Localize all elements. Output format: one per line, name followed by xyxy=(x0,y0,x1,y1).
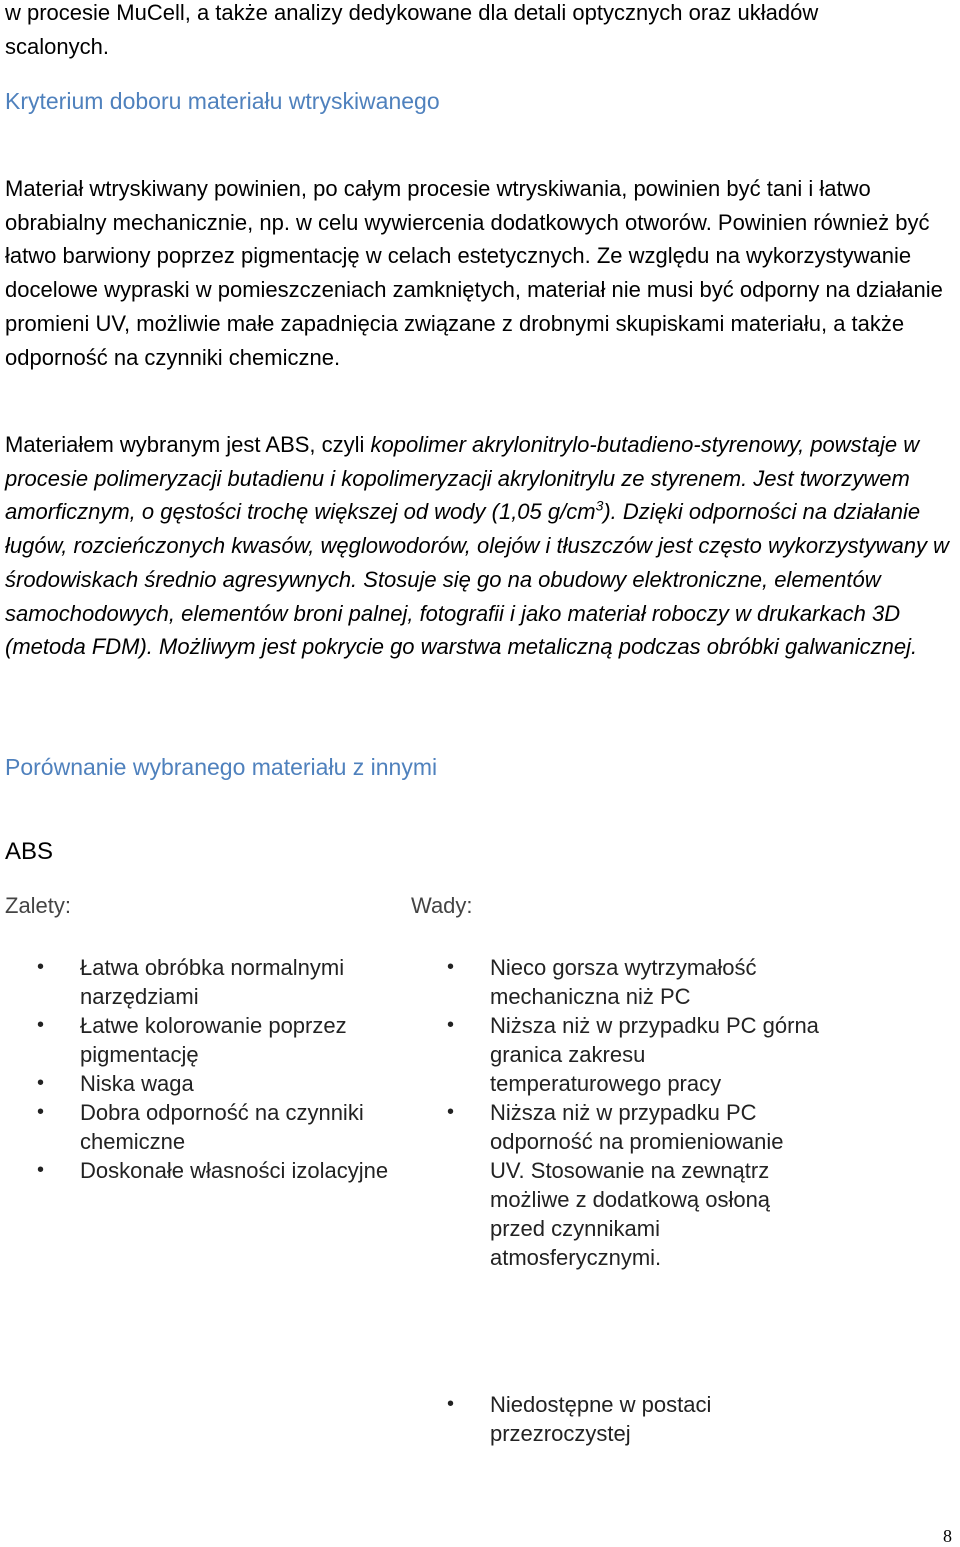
cons-label: Wady: xyxy=(411,893,473,918)
list-item: • Niższa niż w przypadku PC odporność na promieniowanie UV. Stosowanie na zewnątrz możliwe z dodatkową osłoną przed czynnikami atmosferycznymi. xyxy=(410,1098,820,1272)
cons-list-continued xyxy=(410,1390,820,1448)
pros-label: Zalety: xyxy=(5,893,72,918)
list-item: • Łatwe kolorowanie poprzez pigmentację xyxy=(0,1011,410,1069)
list-item: • Niska waga xyxy=(0,1069,410,1098)
material-description: kopolimer akrylonitrylo-butadieno-styrenowy, powstaje w procesie polimeryzacji butadienu i kopolimeryzacji akrylonitrylu ze styrenem. Jest tworzywem amorficznym, o gęstości trochę większej od wody (1,05 g/cm xyxy=(5,432,920,525)
intro-line-2: scalonych. xyxy=(5,33,109,59)
list-item: • Niedostępne w postaci przezroczystej xyxy=(410,1390,820,1448)
material-name: ABS xyxy=(5,838,54,865)
material-lead: Materiałem wybranym jest ABS, czyli xyxy=(5,432,371,457)
section-heading-comparison: Porównanie wybranego materiału z innymi xyxy=(5,754,438,780)
criteria-paragraph: Materiał wtryskiwany powinien, po całym procesie wtryskiwania, powinien być tani i łatwo obrabialny mechanicznie, np. w celu wywiercenia dodatkowych otworów. Powinien również być łatwo barwiony poprzez pigmentację w celach estetycznych. Ze względu na wykorzystywanie docelowe wypraski w pomieszczeniach zamkniętych, materiał nie musi być odporny na działanie promieni UV, możliwie małe zapadnięcia związane z drobnymi skupiskami materiału, a także odporność na czynniki chemiczne. xyxy=(5,176,943,370)
section-heading-criteria: Kryterium doboru materiału wtryskiwanego xyxy=(5,88,440,114)
list-item: • Łatwa obróbka normalnymi narzędziami xyxy=(0,953,410,1011)
list-item: • Dobra odporność na czynniki chemiczne xyxy=(0,1098,410,1156)
pros-list xyxy=(0,953,410,1185)
density-exponent: 3 xyxy=(595,498,604,515)
page-number: 8 xyxy=(943,1526,952,1546)
cons-list xyxy=(410,953,820,1272)
material-paragraph xyxy=(5,428,955,664)
list-item: • Doskonałe własności izolacyjne xyxy=(0,1156,410,1185)
intro-line-1: w procesie MuCell, a także analizy dedykowane dla detali optycznych oraz układów xyxy=(5,0,819,25)
list-item: • Niższa niż w przypadku PC górna granica zakresu temperaturowego pracy xyxy=(410,1011,820,1098)
intro-text xyxy=(5,0,955,63)
list-item: • Nieco gorsza wytrzymałość mechaniczna niż PC xyxy=(410,953,820,1011)
material-applications: ). Dzięki odporności na działanie ługów, rozcieńczonych kwasów, węglowodorów, olejów i tłuszczów jest często wykorzystywany w środowiskach średnio agresywnych. Stosuje się go na obudowy elektroniczne, elementów samochodowych, elementów broni palnej, fotografii i jako materiał roboczy w drukarkach 3D (metoda FDM). Możliwym jest pokrycie go warstwa metaliczną podczas obróbki galwanicznej. xyxy=(5,499,949,660)
